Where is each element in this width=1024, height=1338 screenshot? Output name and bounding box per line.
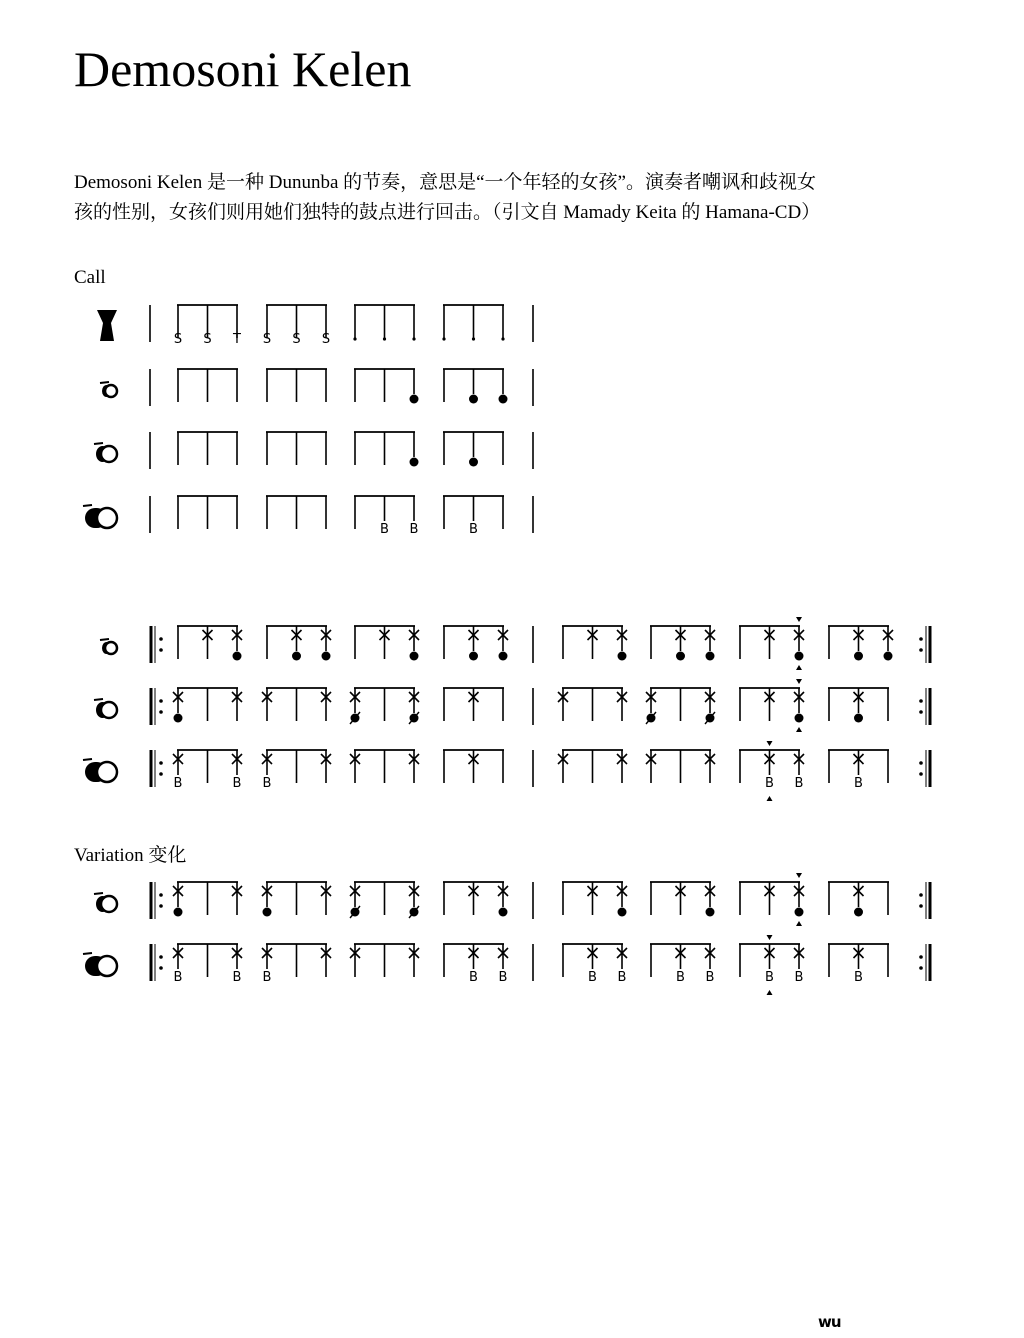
- tone-label: T: [233, 332, 241, 347]
- slap-label: S: [173, 332, 183, 347]
- repeat-dot: [159, 761, 163, 765]
- repeat-dot: [919, 955, 923, 959]
- sangban-icon: [94, 699, 117, 718]
- sangban-icon: [94, 893, 117, 912]
- bass-label: B: [854, 970, 863, 985]
- accent-up-icon: [796, 921, 802, 926]
- note-head: [618, 652, 627, 661]
- repeat-dot: [159, 904, 163, 908]
- bass-label: B: [232, 776, 242, 791]
- bass-label: B: [469, 970, 478, 985]
- kenkeni-icon: [100, 639, 117, 654]
- bass-label: B: [794, 970, 804, 985]
- bass-label: B: [409, 522, 419, 537]
- dununba-icon: [83, 505, 117, 528]
- accent-up-icon: [796, 665, 802, 670]
- note-head: [174, 908, 183, 917]
- bass-label: B: [765, 776, 774, 791]
- bass-label: B: [262, 776, 272, 791]
- note-head: [854, 714, 863, 723]
- note-head: [795, 652, 804, 661]
- bass-label: B: [232, 970, 242, 985]
- note-head: [706, 652, 715, 661]
- bass-label: B: [262, 970, 272, 985]
- note-head: [676, 652, 685, 661]
- repeat-dot: [159, 637, 163, 641]
- note-head: [499, 395, 508, 404]
- accent-down-icon: [796, 617, 802, 622]
- repeat-dot: [919, 761, 923, 765]
- page-title: Demosoni Kelen: [74, 41, 412, 97]
- bass-label: B: [794, 776, 804, 791]
- rest-dot: [353, 337, 356, 340]
- accent-down-icon: [796, 873, 802, 878]
- bass-label: B: [765, 970, 774, 985]
- note-head: [795, 714, 804, 723]
- repeat-dot: [159, 710, 163, 714]
- bass-label: B: [173, 776, 183, 791]
- accent-up-icon: [767, 990, 773, 995]
- note-head: [292, 652, 301, 661]
- sangban-icon: [94, 443, 117, 462]
- djembe-icon: [97, 310, 117, 341]
- bass-label: B: [854, 776, 863, 791]
- note-head: [795, 908, 804, 917]
- note-head: [499, 652, 508, 661]
- accent-down-icon: [767, 935, 773, 940]
- rest-dot: [412, 337, 415, 340]
- slap-label: S: [203, 332, 212, 347]
- note-head: [469, 395, 478, 404]
- accent-down-icon: [796, 679, 802, 684]
- accent-down-icon: [767, 741, 773, 746]
- note-head: [854, 652, 863, 661]
- repeat-dot: [159, 772, 163, 776]
- bass-label: B: [380, 522, 389, 537]
- repeat-dot: [919, 904, 923, 908]
- note-head: [322, 652, 331, 661]
- note-head: [410, 652, 419, 661]
- rest-dot: [472, 337, 475, 340]
- accent-up-icon: [796, 727, 802, 732]
- bass-label: B: [617, 970, 627, 985]
- slap-label: S: [292, 332, 301, 347]
- bass-label: B: [173, 970, 183, 985]
- intro-line-2: 孩的性别，女孩们则用她们独特的鼓点进行回击。（引文自 Mamady Keita 的 Hamana-CD）: [74, 202, 821, 223]
- note-head: [854, 908, 863, 917]
- repeat-dot: [919, 893, 923, 897]
- repeat-dot: [159, 699, 163, 703]
- dununba-icon: [83, 953, 117, 976]
- footer-mark: wu: [818, 1313, 841, 1331]
- rest-dot: [501, 337, 504, 340]
- repeat-dot: [919, 710, 923, 714]
- repeat-dot: [919, 637, 923, 641]
- repeat-dot: [159, 648, 163, 652]
- note-head: [233, 652, 242, 661]
- bass-label: B: [588, 970, 597, 985]
- note-head: [410, 395, 419, 404]
- accent-up-icon: [767, 796, 773, 801]
- repeat-dot: [919, 699, 923, 703]
- repeat-dot: [159, 893, 163, 897]
- dununba-icon: [83, 759, 117, 782]
- bass-label: B: [705, 970, 715, 985]
- intro-line-1: Demosoni Kelen 是一种 Dununba 的节奏，意思是“一个年轻的女孩”。演奏者嘲讽和歧视女: [74, 172, 816, 193]
- repeat-dot: [919, 772, 923, 776]
- note-head: [884, 652, 893, 661]
- slap-label: S: [321, 332, 331, 347]
- note-head: [174, 714, 183, 723]
- rest-dot: [383, 337, 386, 340]
- section-label-variation: Variation 变化: [74, 845, 187, 866]
- bass-label: B: [676, 970, 685, 985]
- section-label-call: Call: [74, 267, 106, 288]
- rest-dot: [442, 337, 445, 340]
- slap-label: S: [262, 332, 272, 347]
- note-head: [410, 458, 419, 467]
- repeat-dot: [159, 966, 163, 970]
- note-head: [618, 908, 627, 917]
- kenkeni-icon: [100, 382, 117, 397]
- note-head: [469, 652, 478, 661]
- repeat-dot: [919, 966, 923, 970]
- repeat-dot: [919, 648, 923, 652]
- note-head: [469, 458, 478, 467]
- bass-label: B: [469, 522, 478, 537]
- bass-label: B: [498, 970, 508, 985]
- note-head: [499, 908, 508, 917]
- note-head: [706, 908, 715, 917]
- note-head: [263, 908, 272, 917]
- repeat-dot: [159, 955, 163, 959]
